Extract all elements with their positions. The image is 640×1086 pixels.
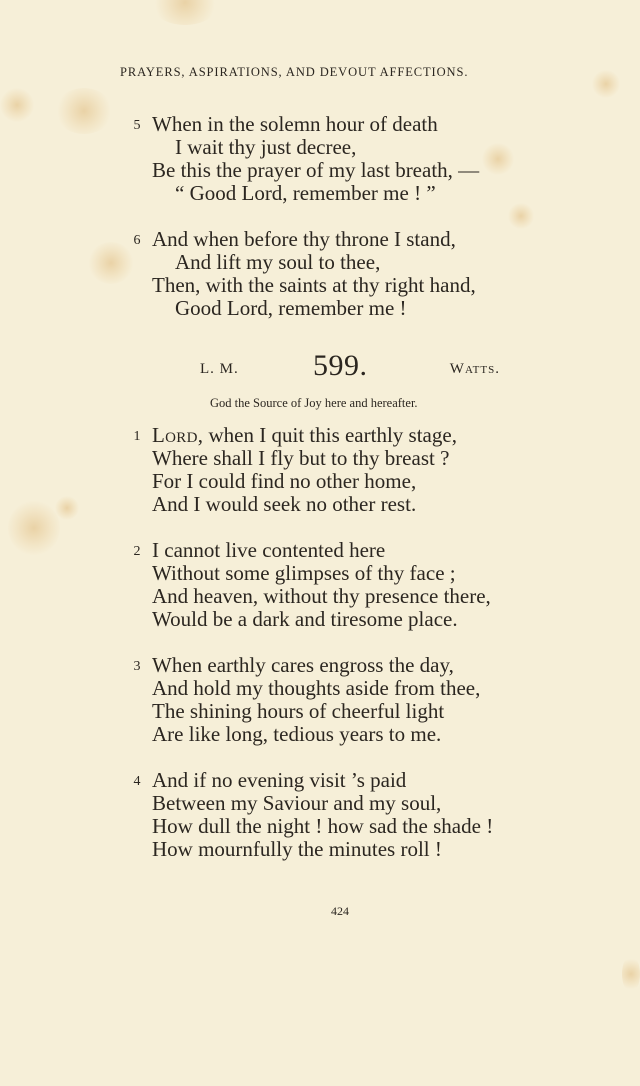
stanza-number: 4 <box>133 774 141 789</box>
foxing-stain <box>55 88 113 134</box>
foxing-stain <box>592 70 620 98</box>
stanza-number: 3 <box>133 659 141 674</box>
hymn-stanza-2 <box>130 539 580 631</box>
stanza-line <box>130 182 580 205</box>
line-text: And hold my thoughts aside from thee, <box>152 676 481 700</box>
page-number: 424 <box>331 904 349 918</box>
first-word: Lord, <box>152 423 204 447</box>
line-text: “ Good Lord, remember me ! ” <box>175 181 436 205</box>
foxing-stain <box>0 88 34 122</box>
foxing-stain <box>88 242 134 284</box>
line-text: How dull the night ! how sad the shade ! <box>152 814 494 838</box>
stanza-line <box>130 113 580 136</box>
stanza-line <box>130 493 580 516</box>
line-text: Be this the prayer of my last breath, — <box>152 158 480 182</box>
stanza-line <box>130 654 580 677</box>
stanza-line <box>130 792 580 815</box>
hymn-author: Watts. <box>449 361 500 377</box>
stanza-line <box>130 297 580 320</box>
stanza-line <box>130 424 580 447</box>
stanza-line <box>130 228 580 251</box>
line-text <box>152 424 457 447</box>
line-text: Are like long, tedious years to me. <box>152 722 442 746</box>
stanza-line <box>130 562 580 585</box>
stanza-line <box>130 700 580 723</box>
line-text: And heaven, without thy presence there, <box>152 584 491 608</box>
stanza-line <box>130 447 580 470</box>
stanza-number: 6 <box>133 233 141 248</box>
stanza-line <box>130 723 580 746</box>
foxing-stain <box>508 203 534 229</box>
line-text: I cannot live contented here <box>152 538 386 562</box>
foxing-stain <box>55 496 79 520</box>
hymn-header <box>198 349 503 385</box>
line-text: Would be a dark and tiresome place. <box>152 607 458 631</box>
hymn-subtitle: God the Source of Joy here and hereafter. <box>210 396 418 410</box>
line-text: Between my Saviour and my soul, <box>152 791 442 815</box>
hymn-stanza-4 <box>130 769 580 861</box>
hymn-number: 599. <box>313 349 368 382</box>
hymn-stanza-1 <box>130 424 580 516</box>
line-text: How mournfully the minutes roll ! <box>152 837 442 861</box>
line-text: When in the solemn hour of death <box>152 112 438 136</box>
stanza-line <box>130 815 580 838</box>
hymn-meter: L. M. <box>200 361 239 377</box>
line-text: When earthly cares engross the day, <box>152 653 454 677</box>
line-text: I wait thy just decree, <box>175 135 357 159</box>
line-text: For I could find no other home, <box>152 469 417 493</box>
stanza-line <box>130 159 580 182</box>
line-text: Then, with the saints at thy right hand, <box>152 273 476 297</box>
foxing-stain <box>622 955 640 993</box>
line-text-rest: when I quit this earthly stage, <box>203 423 457 447</box>
stanza-line <box>130 585 580 608</box>
stanza-line <box>130 470 580 493</box>
stanza-line <box>130 608 580 631</box>
line-text: Without some glimpses of thy face ; <box>152 561 456 585</box>
stanza-line <box>130 677 580 700</box>
stanza-line <box>130 539 580 562</box>
stanza-line <box>130 769 580 792</box>
line-text: And I would seek no other rest. <box>152 492 417 516</box>
line-text: And lift my soul to thee, <box>175 250 381 274</box>
stanza-6 <box>130 228 580 320</box>
line-text: And when before thy throne I stand, <box>152 227 456 251</box>
stanza-line <box>130 136 580 159</box>
stanza-line <box>130 838 580 861</box>
stanza-number: 1 <box>133 429 141 444</box>
line-text: The shining hours of cheerful light <box>152 699 445 723</box>
foxing-stain <box>150 0 220 25</box>
line-text: Good Lord, remember me ! <box>175 296 407 320</box>
foxing-stain <box>8 500 60 556</box>
hymn-stanza-3 <box>130 654 580 746</box>
stanza-number: 2 <box>133 544 141 559</box>
line-text: And if no evening visit ’s paid <box>152 768 407 792</box>
stanza-number: 5 <box>133 118 141 133</box>
stanza-5 <box>130 113 580 205</box>
stanza-line <box>130 274 580 297</box>
stanza-line <box>130 251 580 274</box>
line-text: Where shall I fly but to thy breast ? <box>152 446 450 470</box>
running-head: PRAYERS, ASPIRATIONS, AND DEVOUT AFFECTIONS. <box>120 65 469 79</box>
